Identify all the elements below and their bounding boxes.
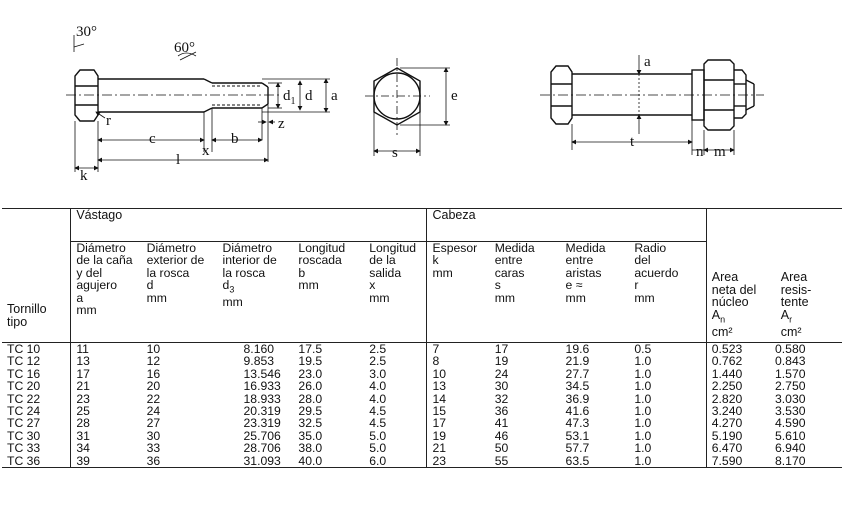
header-line: $d_3$	[222, 278, 235, 295]
header-line: a	[76, 290, 84, 305]
cell-a: 31	[71, 430, 142, 442]
cell-tornillo: TC 27	[7, 416, 41, 431]
table-row	[2, 455, 842, 468]
header-line: roscada	[298, 253, 342, 268]
cell-k: 10	[427, 368, 490, 380]
cell-tornillo: TC 33	[7, 441, 41, 456]
cell-k: 21	[427, 442, 490, 454]
header-r	[629, 242, 706, 343]
header-line: núcleo	[711, 295, 749, 310]
cell-b: 35.0	[298, 428, 323, 443]
cell-x: 3.0	[369, 366, 387, 381]
cell-x: 5.0	[369, 428, 387, 443]
cell-d3: 25.706	[243, 428, 281, 443]
cell-r: 1.0	[634, 416, 652, 431]
header-line: mm	[369, 290, 390, 305]
cell-s: 32	[494, 391, 509, 406]
cell-ar: 0.843	[775, 354, 806, 369]
table-row	[2, 380, 842, 392]
cell-d3: 23.319	[243, 416, 281, 431]
s-label: s	[392, 145, 398, 161]
cell-x: 5.0	[369, 441, 387, 456]
cell-ar: 3.530	[775, 404, 806, 419]
header-line: exterior de	[146, 253, 205, 268]
cell-x: 2.5	[369, 342, 387, 356]
header-d	[142, 242, 218, 343]
c-label: c	[149, 131, 156, 147]
cell-d: 27	[146, 416, 161, 431]
header-line: Area	[780, 270, 808, 285]
cell-tornillo: TC 36	[2, 455, 71, 468]
header-line: de la caña	[76, 253, 133, 268]
cell-tornillo: TC 12	[7, 354, 41, 369]
cell-b: 19.5	[298, 354, 323, 369]
cell-d3: 16.933	[243, 379, 281, 394]
header-line: mm	[494, 290, 516, 305]
cell-k: 7	[427, 343, 490, 356]
cell-s: 19	[494, 354, 509, 369]
cell-a: 28	[71, 417, 142, 429]
cell-e: 57.7	[565, 441, 590, 456]
cell-ar: 4.590	[775, 416, 806, 431]
header-line: la rosca	[222, 265, 266, 280]
header-line: acuerdo	[634, 265, 679, 280]
header-line: d	[146, 278, 154, 293]
cell-a: 17	[71, 368, 142, 380]
header-line: mm	[634, 290, 655, 305]
header-e	[561, 242, 630, 343]
cell-e: 27.7	[565, 366, 590, 381]
cell-k: 17	[427, 417, 490, 429]
header-line: Medida	[494, 241, 535, 255]
table-row	[2, 442, 842, 454]
cell-s: 36	[494, 404, 509, 419]
cell-an: 1.440	[706, 368, 770, 380]
header-line: entre	[494, 253, 523, 268]
assembly-a-label: a	[644, 54, 651, 70]
corner-label	[2, 209, 71, 343]
a-label: a	[331, 88, 338, 104]
header-line: Radio	[634, 241, 667, 255]
header-s	[490, 242, 561, 343]
header-line: y del	[76, 265, 103, 280]
cell-k: 14	[427, 393, 490, 405]
cell-d: 22	[146, 391, 161, 406]
cell-x: 2.5	[369, 354, 387, 369]
cell-x: 4.0	[369, 379, 387, 394]
header-line: Espesor	[432, 241, 478, 255]
group-header-row	[2, 209, 842, 242]
header-line: resis-	[780, 282, 812, 297]
cell-r: 1.0	[634, 366, 652, 381]
n-label: n	[696, 144, 704, 160]
cell-a: 39	[71, 455, 142, 468]
header-line: Area	[711, 270, 739, 285]
l-label: l	[176, 152, 181, 168]
cell-ar: 8.170	[770, 455, 842, 468]
header-line: tente	[780, 295, 809, 310]
cell-b: 17.5	[298, 342, 323, 356]
cell-an: 7.590	[706, 455, 770, 468]
cell-an: 0.523	[706, 343, 770, 356]
cell-d: 16	[146, 366, 161, 381]
cell-r: 1.0	[629, 455, 706, 468]
cell-an: 4.270	[706, 417, 770, 429]
header-line: Longitud	[369, 241, 417, 255]
header-an	[707, 271, 776, 342]
cell-e: 36.9	[565, 391, 590, 406]
header-line: k	[432, 253, 439, 268]
cell-an: 6.470	[706, 442, 770, 454]
area-header-cell	[706, 209, 842, 343]
x-label: x	[202, 143, 210, 159]
header-line: $A_r$	[780, 307, 793, 325]
cell-b: 26.0	[298, 379, 323, 394]
header-line: Medida	[565, 241, 606, 255]
cell-an: 2.820	[706, 393, 770, 405]
header-line: mm	[432, 265, 453, 280]
table-row	[2, 355, 842, 367]
cell-tornillo: TC 10	[7, 342, 41, 356]
cell-b: 38.0	[298, 441, 323, 456]
header-line: b	[298, 265, 306, 280]
cell-d3: 8.160	[243, 342, 275, 356]
cell-k: 23	[427, 455, 490, 468]
header-line: r	[634, 278, 639, 293]
header-line: agujero	[76, 278, 117, 293]
cell-k: 8	[427, 355, 490, 367]
corner-label-line: tipo	[7, 314, 28, 329]
k-label: k	[80, 168, 88, 184]
cell-d3: 18.933	[243, 391, 281, 406]
z-label: z	[278, 116, 285, 132]
header-line: mm	[565, 290, 586, 305]
cell-d3: 28.706	[243, 441, 281, 456]
group-cabeza: Cabeza	[427, 209, 706, 242]
header-k	[427, 242, 490, 343]
bolt-drawing	[0, 0, 848, 200]
cell-b: 23.0	[298, 366, 323, 381]
hexagon-view	[365, 58, 450, 156]
cell-r: 1.0	[634, 391, 652, 406]
header-x	[364, 242, 427, 343]
header-line: mm	[146, 290, 167, 305]
cell-ar: 1.570	[775, 366, 806, 381]
cell-r: 1.0	[634, 379, 652, 394]
cell-e: 21.9	[565, 354, 590, 369]
cell-tornillo: TC 30	[7, 428, 41, 443]
header-line: del	[634, 253, 651, 268]
cell-r: 1.0	[634, 354, 652, 369]
angle-60-label: 60°	[174, 40, 195, 56]
cell-e: 19.6	[565, 342, 590, 356]
cell-ar: 2.750	[775, 379, 806, 394]
cell-a: 13	[71, 355, 142, 367]
header-line: interior de	[222, 253, 277, 268]
cell-x: 4.0	[369, 391, 387, 406]
header-line: s	[494, 278, 501, 293]
header-a	[71, 242, 142, 343]
header-line: salida	[369, 265, 402, 280]
cell-a: 21	[71, 380, 142, 392]
cell-an: 2.250	[706, 380, 770, 392]
header-line: mm	[76, 303, 97, 318]
cell-d: 20	[146, 379, 161, 394]
cell-b: 28.0	[298, 391, 323, 406]
table-row	[2, 417, 842, 429]
cell-d: 12	[146, 354, 161, 369]
header-line: e ≈	[565, 278, 583, 293]
header-line: caras	[494, 265, 525, 280]
header-line: cm²	[780, 324, 802, 339]
cell-x: 4.5	[369, 416, 387, 431]
assembly-view	[540, 55, 764, 155]
cell-b: 32.5	[298, 416, 323, 431]
cell-ar: 3.030	[775, 391, 806, 406]
cell-d: 10	[146, 342, 161, 356]
cell-tornillo: TC 16	[7, 366, 41, 381]
cell-s: 55	[490, 455, 561, 468]
cell-d3: 13.546	[243, 366, 281, 381]
header-line: neta del	[711, 282, 757, 297]
cell-a: 34	[71, 442, 142, 454]
cell-s: 46	[494, 428, 509, 443]
cell-b: 40.0	[293, 455, 364, 468]
area-header-subtable	[707, 271, 842, 342]
cell-ar: 0.580	[775, 342, 806, 356]
cell-d: 33	[146, 441, 161, 456]
header-line: Diámetro	[222, 241, 272, 255]
header-line: $A_n$	[711, 307, 726, 325]
cell-d: 24	[146, 404, 161, 419]
header-line: Diámetro	[146, 241, 197, 255]
corner-label-line: Tornillo	[7, 302, 47, 317]
cell-s: 41	[494, 416, 509, 431]
cell-r: 0.5	[634, 342, 652, 356]
header-line: Longitud	[298, 241, 346, 255]
header-line: mm	[222, 295, 243, 310]
cell-e: 41.6	[565, 404, 590, 419]
bolt-drawing-svg	[0, 0, 848, 200]
angle-30-label: 30°	[76, 24, 97, 40]
cell-ar: 6.940	[775, 441, 806, 456]
cell-s: 24	[494, 366, 509, 381]
header-line: Diámetro	[76, 241, 126, 255]
cell-tornillo: TC 24	[7, 404, 41, 419]
group-vastago: Vástago	[71, 209, 427, 242]
cell-r: 1.0	[634, 404, 652, 419]
r-label: r	[106, 113, 111, 129]
cell-a: 23	[71, 393, 142, 405]
cell-an: 0.762	[706, 355, 770, 367]
header-line: mm	[298, 278, 319, 293]
cell-b: 29.5	[298, 404, 323, 419]
d-label: d	[305, 88, 313, 104]
spec-table-body	[2, 343, 842, 468]
cell-x: 4.5	[369, 404, 387, 419]
e-label: e	[451, 88, 458, 104]
d1-label: $d_1$	[283, 88, 296, 107]
cell-s: 30	[494, 379, 509, 394]
cell-k: 15	[427, 405, 490, 417]
cell-s: 17	[494, 342, 509, 356]
cell-r: 1.0	[634, 428, 652, 443]
cell-e: 53.1	[565, 428, 590, 443]
cell-d: 36	[142, 455, 218, 468]
header-line: la rosca	[146, 265, 190, 280]
cell-d3: 20.319	[243, 404, 281, 419]
cell-e: 34.5	[565, 379, 590, 394]
m-label: m	[714, 144, 726, 160]
cell-e: 47.3	[565, 416, 590, 431]
cell-x: 6.0	[364, 455, 427, 468]
cell-e: 63.5	[561, 455, 630, 468]
cell-ar: 5.610	[775, 428, 806, 443]
cell-an: 5.190	[706, 430, 770, 442]
cell-k: 19	[427, 430, 490, 442]
cell-tornillo: TC 20	[7, 379, 41, 394]
b-label: b	[231, 131, 239, 147]
bolt-spec-table	[2, 208, 842, 468]
header-line: x	[369, 278, 376, 293]
header-line: entre	[565, 253, 594, 268]
header-line: de la	[369, 253, 396, 268]
cell-a: 25	[71, 405, 142, 417]
header-b	[293, 242, 364, 343]
header-line: cm²	[711, 324, 733, 339]
header-ar	[776, 271, 842, 342]
cell-d: 30	[146, 428, 161, 443]
cell-d3: 9.853	[243, 354, 275, 369]
cell-tornillo: TC 22	[7, 391, 41, 406]
cell-d3: 31.093	[218, 455, 294, 468]
t-label: t	[630, 134, 635, 150]
cell-a: 11	[71, 343, 142, 356]
cell-s: 50	[494, 441, 509, 456]
header-d3	[218, 242, 294, 343]
cell-k: 13	[427, 380, 490, 392]
header-line: aristas	[565, 265, 602, 280]
cell-r: 1.0	[634, 441, 652, 456]
cell-an: 3.240	[706, 405, 770, 417]
